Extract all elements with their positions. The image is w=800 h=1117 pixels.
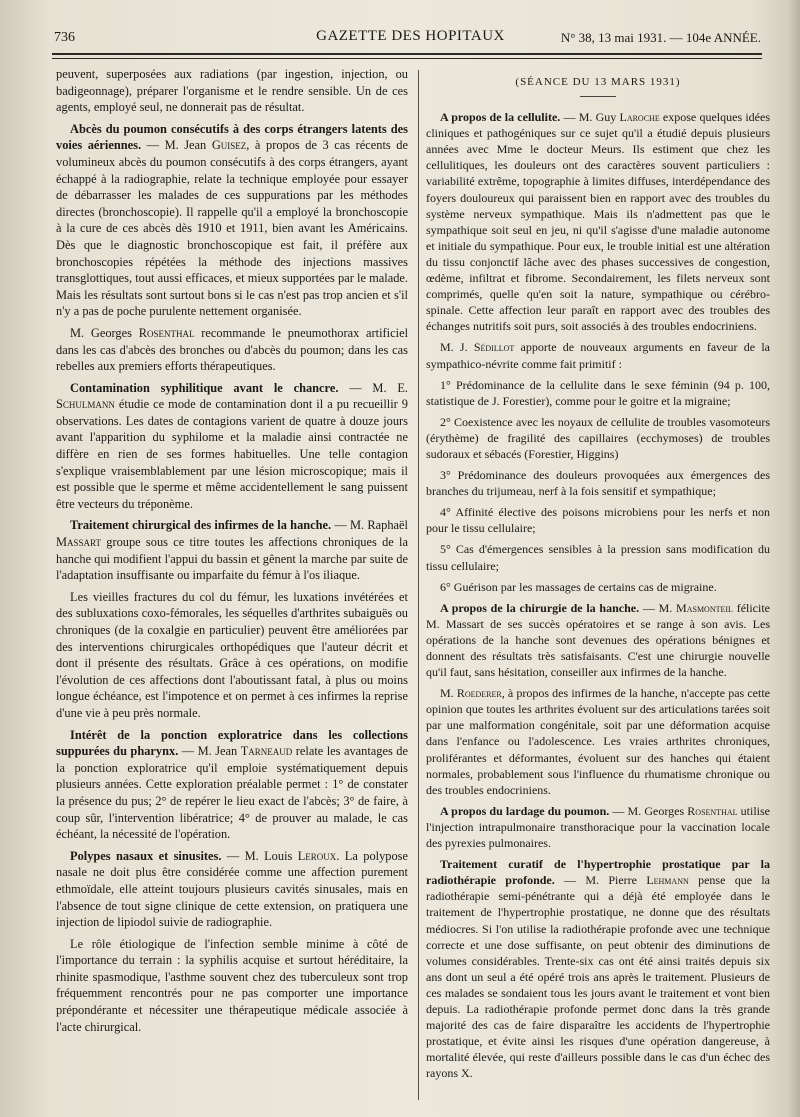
article-paragraph: Contamination syphilitique avant le chancre. — M. E. Schulmann étudie ce mode de contamination dont il a pu recueillir 9 observations. Les dates de contagions varient de quatre à douze jours avant l'apparition du syphilome et la maladie ainsi contractée ne diffère en rien de ses formes habituelles. Une telle contagion s'explique vraisemblablement par une lésion microscopique; mais il est possible que le sperme et même accidentellement le sang puissent être vecteurs du tréponème. [56,380,409,511]
article-text: groupe sous ce titre toutes les affections chroniques de la hanche qui modifient l'appui du bassin et gênent la marche par suite de l'adaptation insuffisante ou imparfaite du fémur à l'os iliaque. [56,535,408,583]
article-paragraph: M. Georges Rosenthal recommande le pneumothorax artificiel dans les cas d'abcès des bronches ou d'abcès du poumon; dans les cas rebelles aux premiers efforts thérapeutiques. [56,325,409,374]
article-paragraph: Abcès du poumon consécutifs à des corps étrangers latents des voies aériennes. — M. Jean Guisez, à propos de 3 cas récents de volumineux abcès du poumon consécutifs à des corps étrangers, ayant échappé à la radiographie, relate la technique employée pour essayer de débarrasser les malades de ces suppurations par les méthodes directes (bronchoscopie). Il rappelle qu'il a employé la bronchoscopie à la cure de ces abcès dès 1910 et 1911, bien avant les Américains. Dès que le diagnostic bronchoscopique est fait, il préfère aux bronchoscopies répétées la méthode des injections massives transglottiques, tout aussi efficaces, et mieux supportées par le malade. Mais les résultats sont surtout bons si le cas n'est pas trop ancien et s'il n'y a pas de poche purulente nettement organisée. [56,121,408,319]
article-text: relate les avantages de la ponction exploratrice qu'il emploie systématiquement depuis plusieurs années. Cette exploration préalable permet : 1° de constater la présence du pus; 2° de repérer le lieu exact de l'abcès; 3° de faire, à coup sûr, l'intervention libératrice; 4° de prouver au malade, le cas échéant, la nécessité de l'opération. [56,744,408,842]
article-text: utilise l'injection intrapulmonaire transthoracique pour la vaccination locale des pyrexies pulmonaires. [426,803,770,851]
author-name: Guisez [211,138,247,153]
article-paragraph: Polypes nasaux et sinusites. — M. Louis Leroux. La polypose nasale ne doit plus être considérée comme une affection purement ethmoïdale, elle atteint toujours plusieurs cavités sinusales, mais en l'absence de tout signe clinique de cette extension, on pratiquera une injection de lipiodol suivie de radiographie. [56,848,408,930]
article-text: étudie ce mode de contamination dont il a pu recueillir 9 observations. Les dates de contagions varient de quatre à douze jours avant l'apparition du syphilome et la maladie ainsi contractée ne diffère en rien de ses formes habituelles. Une telle contagion s'explique vraisemblablement par une lésion microscopique; mais il est possible que le sperme et même accidentellement le sang puissent être vecteurs du tréponème. [56,397,408,511]
page-header [48,24,773,52]
author-name: Schulmann [56,397,115,412]
article-title: A propos de la chirurgie de la hanche. [440,600,640,615]
article-title: A propos du lardage du poumon. [440,803,610,818]
list-item: 4° Affinité élective des poisons microbiens pour les nerfs et non pour le tissu cellulaire; [426,505,770,536]
article-text: , à propos des infirmes de la hanche, n'accepte pas cette opinion que toutes les arthrites évoluent sur des articulations tarées soit par une malformation congénitale, soit par une déformation acquise dans l'enfance ou l'adolescence. Les vraies arthrites chroniques, proliférantes et déformantes, évoluent sur des hanches qui étaient normales, probablement sous l'influence du rhumatisme chronique ou des troubles endocriniens. [426,686,770,797]
author-name: Sédillot [473,340,515,355]
article-text: apporte de nouveaux arguments en faveur de la sympathico-névrite comme fait primitif : [426,340,770,371]
page-number: 736 [54,30,75,45]
article-title: A propos de la cellulite. [440,110,561,125]
list-item: 5° Cas d'émergences sensibles à la pression sans modification du tissu cellulaire; [426,542,770,573]
article-paragraph: A propos du lardage du poumon. — M. Georges Rosenthal utilise l'injection intrapulmonaire transthoracique pour la vaccination locale des pyrexies pulmonaires. [426,803,770,851]
author-name: Rosenthal [687,803,738,818]
article-text: . La polypose nasale ne doit plus être considérée comme une affection purement ethmoïdale, elle atteint toujours plusieurs cavités sinusales, mais en l'absence de tout signe clinique de cette extension, on pratiquera une injection de lipiodol suivie de radiographie. [56,848,408,930]
list-item: 1° Prédominance de la cellulite dans le sexe féminin (94 p. 100, statistique de J. Forestier), comme pour le goitre et la migraine; [426,377,770,408]
author-name: Masmonteil [676,600,733,615]
page-spine-shadow [786,0,800,1117]
article-paragraph: A propos de la chirurgie de la hanche. — M. Masmonteil félicite M. Massart de ses succès opératoires et se range à son avis. Les opérations de la hanche sont devenues des opérations bénignes et donnent des résultats très satisfaisants. C'est une chirurgie nouvelle qu'il faut, sans hésitation, conseiller aux infirmes de la hanche. [426,600,771,680]
article-title: Contamination syphilitique avant le chancre. [70,380,339,395]
author-name: Roederer [456,686,502,701]
article-text: pense que la radiothérapie semi-pénétrante qui a déjà été employée dans le traitement de l'hypertrophie prostatique, ne donne que des résultats médiocres. Si l'on utilise la radiothérapie profonde avec une technique correcte et une dose suffisante, on peut obtenir des diminutions de volumes considérables. Trente-six cas ont été ainsi traités depuis six ans dont un seul a été opéré trois ans après le traitement. Plusieurs de ces malades se sondaient tous les jours avant le traitement et vont bien depuis. La radiothérapie profonde permet donc dans la très grande majorité des cas de faire disparaître les accidents de l'hypertrophie prostatique, et évite ainsi les risques d'une opération dangereuse, à mortalité élevée, qui reste d'ailleurs possible dans le cas d'un échec des rayons X. [426,873,770,1081]
left-column [56,66,408,1040]
article-paragraph: Traitement chirurgical des infirmes de la hanche. — M. Raphaël Massart groupe sous ce titre toutes les affections chroniques de la hanche qui modifient l'appui du bassin et gênent la marche par suite de l'adaptation insuffisante ou imparfaite du fémur à l'os iliaque. [56,518,408,583]
right-column [426,66,770,1086]
article-paragraph: Intérêt de la ponction exploratrice dans les collections suppurées du pharynx. — M. Jean Tarneaud relate les avantages de la ponction exploratrice qu'il emploie systématiquement depuis plusieurs années. Cette exploration préalable permet : 1° de constater la présence du pus; 2° de repérer le lieu exact de l'abcès; 3° de faire, à coup sûr, l'intervention libératrice; 4° de prouver au malade, le cas échéant, la nécessité de l'opération. [56,727,408,842]
article-text: expose quelques idées cliniques et pathogéniques sur ce sujet qu'il a étudié depuis plusieurs années avec Mme le docteur Meurs. Ils estiment que chez les cellulitiques, les douleurs ont des caractères souvent particuliers : variabilité extrême, topographie à limites diffuses, interdépendance des foyers douloureux qui paraissent bien en rapport avec des troubles du système nerveux sympathique. Mais ils n'admettent pas que le sympathique soit seul en jeu, ni qu'il s'agisse d'une maladie autonome et initiale du sympathique. Pour eux, le trouble initial est une altération du tissu conjonctif lâche avec des phases successives de congestion, œdème, infiltrat et fibrome. Secondairement, les filets nerveux sont comprimés, quelle qu'en soit la nature, sympathique ou cérébro-spinale. Cette affection leur paraît en rapport avec des troubles des échanges nutritifs soit purs, soit associés à des troubles endocriniens. [426,110,770,334]
article-paragraph: Traitement curatif de l'hypertrophie prostatique par la radiothérapie profonde. — M. Pierre Lehmann pense que la radiothérapie semi-pénétrante qui a déjà été employée dans le traitement de l'hypertrophie prostatique, ne donne que des résultats médiocres. Si l'on utilise la radiothérapie profonde avec une technique correcte et une dose suffisante, on peut obtenir des diminutions de volumes considérables. Trente-six cas ont été ainsi traités depuis six ans dont un seul a été opéré trois ans après le traitement. Plusieurs de ces malades se sondaient tous les jours avant le traitement et vont bien depuis. La radiothérapie profonde permet donc dans la très grande majorité des cas de faire disparaître les accidents de l'hypertrophie prostatique, et évite ainsi les risques d'une opération dangereuse, à mortalité élevée, qui reste d'ailleurs possible dans le cas d'un échec des rayons X. [426,857,770,1081]
author-name: Leroux [297,848,337,863]
argument-list [426,377,770,595]
author-name: Laroche [619,110,660,125]
article-paragraph: Les vieilles fractures du col du fémur, les luxations invétérées et des subluxations coxo-fémorales, les séquelles d'arthrites subaiguës ou chroniques (de la coxalgie en particulier) peuvent être améliorées par des interventions chirurgicales orthopédiques que l'auteur décrit et dont il présente des résultats. Grâce à ces opérations, on modifie l'évolution de ces affections dont l'aboutissant fatal, à plus ou moins longue échéance, est l'impotence et on permet à ces infirmes la reprise d'une vie à peu près normale. [56,589,408,720]
article-paragraph: M. Roederer, à propos des infirmes de la hanche, n'accepte pas cette opinion que toutes les arthrites évoluent sur des articulations tarées soit par une malformation congénitale, soit par une déformation acquise dans l'enfance ou l'adolescence. Les vraies arthrites chroniques, proliférantes et déformantes, évoluent sur des hanches qui étaient normales, probablement sous l'influence du rhumatisme chronique ou des troubles endocriniens. [426,686,770,797]
article-paragraph: Le rôle étiologique de l'infection semble minime à côté de l'importance du terrain : la syphilis acquise et surtout héréditaire, la rhinite spasmodique, l'asthme souvent chez des tuberculeux sont trop fréquemment rencontrés pour ne pas comporter une importance prépondérante et nécessiter une thérapeutique médicale associée à l'acte chirurgical. [56,936,408,1034]
list-item: 6° Guérison par les massages de certains cas de migraine. [440,579,717,594]
journal-title: GAZETTE DES HOPITAUX [316,28,505,44]
session-heading: (SÉANCE DU 13 MARS 1931) [515,76,681,88]
author-name: Tarneaud [240,744,293,759]
article-paragraph: M. J. Sédillot apporte de nouveaux arguments en faveur de la sympathico-névrite comme fait primitif : [426,340,770,371]
header-rule-thin [52,58,762,59]
author-name: Lehmann [646,873,689,888]
list-item: 2° Coexistence avec les noyaux de cellulite de troubles vasomoteurs (érythème) de fragilité des capillaires (ecchymoses) de troubles sudoraux et sébacés (Forestier, Higgins) [426,414,770,461]
article-title: Abcès du poumon consécutifs à des corps étrangers latents des voies aériennes. [56,121,408,153]
article-text: félicite M. Massart de ses succès opératoires et se range à son avis. Les opérations de la hanche sont devenues des opérations bénignes et donnent des résultats très satisfaisants. C'est une chirurgie nouvelle qu'il faut, sans hésitation, conseiller aux infirmes de la hanche. [426,600,771,680]
issue-info: N° 38, 13 mai 1931. — 104e ANNÉE. [560,30,761,45]
author-name: Rosenthal [138,325,195,340]
article-title: Polypes nasaux et sinusites. [70,848,222,863]
session-rule [580,96,616,97]
intro-paragraph: peuvent, superposées aux radiations (par ingestion, injection, ou badigeonnage), préparer l'organisme et le rendre sensible. Un de ces agents, employé seul, ne donnerait pas de résultat. [56,67,408,115]
author-name: Massart [56,535,101,550]
article-title: Traitement curatif de l'hypertrophie prostatique par la radiothérapie profonde. [426,857,770,888]
article-title: Traitement chirurgical des infirmes de la hanche. [70,518,332,533]
article-title: Intérêt de la ponction exploratrice dans les collections suppurées du pharynx. [56,727,408,759]
header-rule-thick [52,53,762,55]
article-paragraph: A propos de la cellulite. — M. Guy Laroche expose quelques idées cliniques et pathogéniques sur ce sujet qu'il a étudié depuis plusieurs années avec Mme le docteur Meurs. Ils estiment que chez les cellulitiques, les douleurs ont des caractères souvent particuliers : variabilité extrême, topographie à limites diffuses, interdépendance des foyers douloureux qui paraissent bien en rapport avec des troubles du système nerveux sympathique. Mais ils n'admettent pas que le sympathique soit seul en jeu, ni qu'il s'agisse d'une maladie autonome et initiale du sympathique. Pour eux, le trouble initial est une altération du tissu conjonctif lâche avec des phases successives de congestion, œdème, infiltrat et fibrome. Secondairement, les filets nerveux sont comprimés, quelle qu'en soit la nature, sympathique ou cérébro-spinale. Cette affection leur paraît en rapport avec des troubles des échanges nutritifs soit purs, soit associés à des troubles endocriniens. [426,110,770,334]
article-text: recommande le pneumothorax artificiel dans les cas d'abcès des bronches ou d'abcès du poumon; dans les cas rebelles aux premiers efforts thérapeutiques. [56,325,409,374]
article-text: , à propos de 3 cas récents de volumineux abcès du poumon consécutifs à des corps étrangers, ayant échappé à la radiographie, relate la technique employée pour essayer de débarrasser les malades de ces suppurations par les méthodes directes (bronchoscopie). Il rappelle qu'il a employé la bronchoscopie à la cure de ces abcès dès 1910 et 1911, bien avant les Américains. Dès que le diagnostic bronchoscopique est fait, il préfère aux bronchoscopies répétées la méthode des injections massives transglottiques, tout aussi efficaces, et mieux supportées par le malade. Mais les résultats sont surtout bons si le cas n'est pas trop ancien et s'il n'y a pas de poche purulente nettement organisée. [56,138,408,319]
list-item: 3° Prédominance des douleurs provoquées aux émergences des branches du trijumeau, nerf à la fois sensitif et sympathique; [426,468,770,499]
column-divider [418,70,419,1100]
